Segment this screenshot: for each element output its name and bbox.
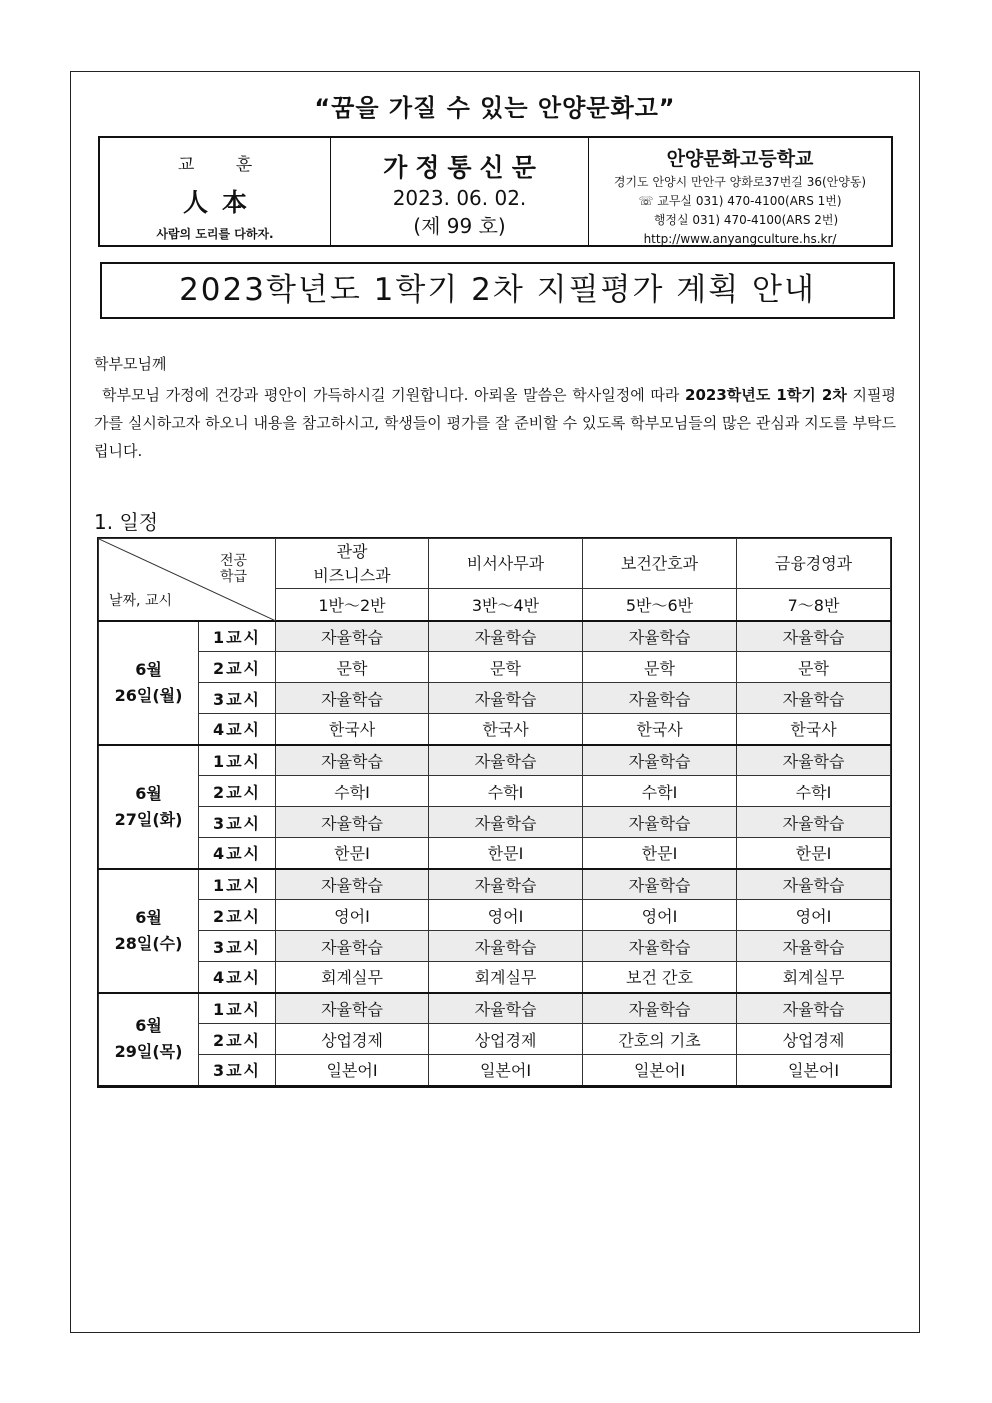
class-range-header: 3반～4반 (429, 589, 583, 621)
exam-month: 6월 (135, 659, 162, 679)
subject-cell: 자율학습 (583, 683, 737, 714)
subject-cell: 자율학습 (429, 993, 583, 1024)
admin-phone: 행정실 031) 470-4100(ARS 2번) (653, 213, 839, 227)
subject-cell: 한국사 (583, 714, 737, 745)
subject-cell: 자율학습 (583, 869, 737, 900)
table-corner-cell (99, 539, 276, 621)
subject-cell: 영어Ⅰ (583, 900, 737, 931)
exam-month: 6월 (135, 907, 162, 927)
subject-cell: 일본어Ⅰ (429, 1055, 583, 1086)
table-row (99, 931, 891, 962)
table-row (99, 993, 891, 1024)
table-row (99, 1024, 891, 1055)
subject-cell: 수학Ⅰ (276, 776, 429, 807)
subject-cell: 자율학습 (737, 745, 891, 776)
subject-cell: 자율학습 (737, 931, 891, 962)
header-row-majors (99, 539, 891, 589)
newsletter-date: 2023. 06. 02. (392, 186, 527, 210)
subject-cell: 자율학습 (429, 745, 583, 776)
table-row (99, 807, 891, 838)
subject-cell: 한국사 (737, 714, 891, 745)
period-label: 3교시 (199, 931, 276, 962)
subject-cell: 자율학습 (737, 807, 891, 838)
salutation: 학부모님께 (94, 355, 167, 373)
subject-cell: 영어Ⅰ (737, 900, 891, 931)
corner-label-major (220, 553, 247, 585)
exam-month: 6월 (135, 783, 162, 803)
period-label: 1교시 (199, 621, 276, 652)
school-address: 경기도 안양시 만안구 양화로37번길 36(안양동) (613, 175, 867, 189)
subject-cell: 자율학습 (429, 621, 583, 652)
subject-cell: 자율학습 (737, 993, 891, 1024)
corner-label-date: 날짜, 교시 (109, 592, 172, 609)
period-label: 1교시 (199, 993, 276, 1024)
school-website-link[interactable]: http://www.anyangculture.hs.kr/ (643, 232, 837, 246)
subject-cell: 한국사 (429, 714, 583, 745)
motto-label: 교 훈 (177, 155, 271, 175)
newsletter-info (331, 138, 589, 245)
newsletter-issue: (제 99 호) (413, 214, 506, 238)
subject-cell: 자율학습 (737, 621, 891, 652)
subject-cell: 영어Ⅰ (276, 900, 429, 931)
table-row (99, 869, 891, 900)
table-row (99, 838, 891, 869)
major-header: 금융경영과 (737, 539, 891, 589)
subject-cell: 자율학습 (429, 807, 583, 838)
subject-cell: 한문Ⅰ (429, 838, 583, 869)
subject-cell: 문학 (429, 652, 583, 683)
subject-cell: 자율학습 (276, 683, 429, 714)
subject-cell: 자율학습 (276, 869, 429, 900)
subject-cell: 자율학습 (583, 621, 737, 652)
subject-cell: 자율학습 (737, 869, 891, 900)
subject-cell: 영어Ⅰ (429, 900, 583, 931)
intro-paragraph (94, 381, 896, 465)
subject-cell: 한문Ⅰ (583, 838, 737, 869)
table-row (99, 652, 891, 683)
table-row (99, 745, 891, 776)
period-label: 3교시 (199, 683, 276, 714)
table-row (99, 621, 891, 652)
intro-text-2: 지필평가를 실시하고자 하오니 내용을 참고하시고, 학생들이 평가를 잘 준비할 수 있도록 학부모님들의 많은 관심과 지도를 부탁드립니다. (94, 386, 896, 460)
exam-date-cell (99, 869, 199, 993)
period-label: 2교시 (199, 900, 276, 931)
class-range-header: 7～8반 (737, 589, 891, 621)
subject-cell: 자율학습 (276, 745, 429, 776)
subject-cell: 일본어Ⅰ (737, 1055, 891, 1086)
subject-cell: 회계실무 (737, 962, 891, 993)
subject-cell: 수학Ⅰ (737, 776, 891, 807)
subject-cell: 회계실무 (276, 962, 429, 993)
table-row (99, 962, 891, 993)
class-range-header: 5반～6반 (583, 589, 737, 621)
subject-cell: 일본어Ⅰ (276, 1055, 429, 1086)
exam-day: 28일(수) (114, 933, 183, 953)
subject-cell: 수학Ⅰ (429, 776, 583, 807)
notice-headline: 2023학년도 1학기 2차 지필평가 계획 안내 (100, 262, 895, 319)
major-header: 비서사무과 (429, 539, 583, 589)
major-header: 보건간호과 (583, 539, 737, 589)
period-label: 2교시 (199, 652, 276, 683)
table-row (99, 1055, 891, 1086)
subject-cell: 자율학습 (429, 683, 583, 714)
intro-text-bold: 2023학년도 1학기 2차 (685, 386, 847, 404)
table-row (99, 714, 891, 745)
school-name: 안양문화고등학교 (666, 148, 814, 170)
subject-cell: 자율학습 (583, 993, 737, 1024)
class-range-header: 1반～2반 (276, 589, 429, 621)
subject-cell: 문학 (737, 652, 891, 683)
subject-cell: 자율학습 (276, 621, 429, 652)
period-label: 2교시 (199, 1024, 276, 1055)
subject-cell: 회계실무 (429, 962, 583, 993)
subject-cell: 자율학습 (429, 931, 583, 962)
subject-cell: 자율학습 (276, 807, 429, 838)
section-title-schedule: 1. 일정 (94, 510, 159, 534)
subject-cell: 간호의 기초 (583, 1024, 737, 1055)
motto-subtitle: 사람의 도리를 다하자. (156, 227, 274, 241)
major-header: 관광 비즈니스과 (276, 539, 429, 589)
subject-cell: 수학Ⅰ (583, 776, 737, 807)
table-row (99, 900, 891, 931)
subject-cell: 일본어Ⅰ (583, 1055, 737, 1086)
motto-hanja: 人本 (182, 188, 261, 217)
exam-date-cell (99, 993, 199, 1086)
subject-cell: 자율학습 (583, 807, 737, 838)
corner-label-major-line2: 학급 (219, 569, 247, 585)
office-phone: ☏ 교무실 031) 470-4100(ARS 1번) (638, 194, 842, 208)
subject-cell: 보건 간호 (583, 962, 737, 993)
exam-date-cell (99, 621, 199, 745)
subject-cell: 자율학습 (737, 683, 891, 714)
period-label: 4교시 (199, 962, 276, 993)
corner-label-major-line1: 전공 (219, 553, 247, 569)
subject-cell: 자율학습 (276, 993, 429, 1024)
newsletter-title: 가정통신문 (383, 153, 544, 182)
school-slogan: “꿈을 가질 수 있는 안양문화고” (314, 94, 676, 122)
subject-cell: 문학 (583, 652, 737, 683)
school-motto (100, 138, 331, 245)
subject-cell: 자율학습 (583, 745, 737, 776)
subject-cell: 문학 (276, 652, 429, 683)
exam-day: 29일(목) (114, 1042, 183, 1061)
period-label: 1교시 (199, 745, 276, 776)
subject-cell: 상업경제 (276, 1024, 429, 1055)
table-row (99, 683, 891, 714)
school-contact (589, 138, 891, 245)
subject-cell: 한문Ⅰ (276, 838, 429, 869)
period-label: 2교시 (199, 776, 276, 807)
intro-text-1: 학부모님 가정에 건강과 평안이 가득하시길 기원합니다. 아뢰올 말씀은 학사일정에 따라 (102, 386, 686, 404)
exam-date-cell (99, 745, 199, 869)
period-label: 4교시 (199, 714, 276, 745)
subject-cell: 자율학습 (583, 931, 737, 962)
subject-cell: 자율학습 (429, 869, 583, 900)
subject-cell: 자율학습 (276, 931, 429, 962)
exam-day: 27일(화) (114, 809, 183, 829)
period-label: 4교시 (199, 838, 276, 869)
period-label: 3교시 (199, 807, 276, 838)
exam-schedule-table (98, 538, 891, 1087)
table-row (99, 776, 891, 807)
subject-cell: 한국사 (276, 714, 429, 745)
exam-month: 6월 (135, 1016, 162, 1035)
masthead (98, 136, 893, 247)
subject-cell: 상업경제 (737, 1024, 891, 1055)
period-label: 3교시 (199, 1055, 276, 1086)
exam-day: 26일(월) (114, 685, 183, 705)
subject-cell: 상업경제 (429, 1024, 583, 1055)
subject-cell: 한문Ⅰ (737, 838, 891, 869)
period-label: 1교시 (199, 869, 276, 900)
